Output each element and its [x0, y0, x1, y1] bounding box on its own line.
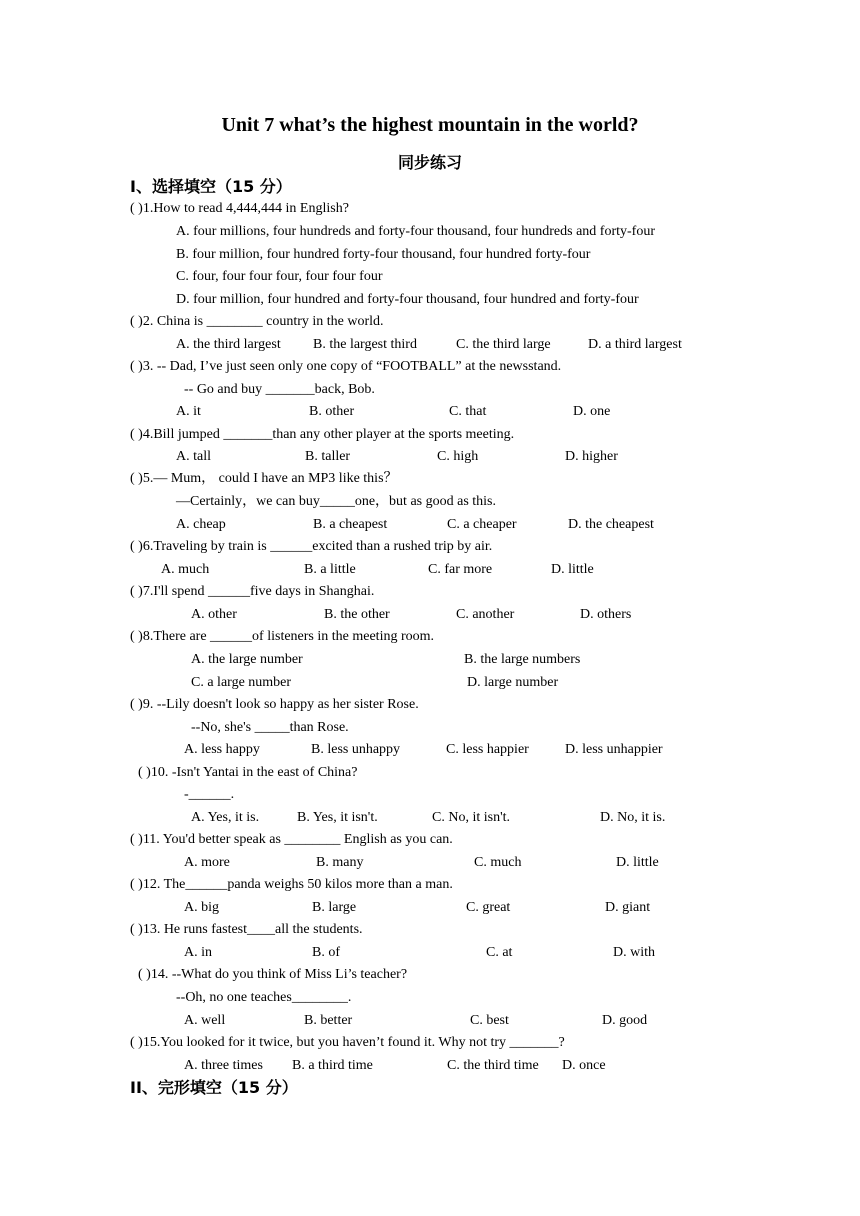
question-14-option-c: C. best — [470, 1013, 509, 1028]
question-9-option-d: D. less unhappier — [565, 742, 663, 757]
question-1-option-a: A. four millions, four hundreds and forty-four thousand, four hundreds and forty-four — [176, 224, 656, 239]
question-3-stem: ( )3. -- Dad, I’ve just seen only one copy of “FOOTBALL” at the newsstand. — [130, 359, 562, 374]
question-6-option-a: A. much — [161, 562, 210, 577]
question-9-option-c: C. less happier — [446, 742, 529, 757]
question-14-option-b: B. better — [304, 1013, 353, 1028]
question-13-stem: ( )13. He runs fastest____all the students. — [130, 922, 363, 937]
question-6-option-b: B. a little — [304, 562, 356, 577]
question-4-stem: ( )4.Bill jumped _______than any other player at the sports meeting. — [130, 427, 515, 442]
question-5-stem-reply: —Certainly，we can buy_____one，but as good as this. — [176, 494, 497, 509]
question-7-stem: ( )7.I'll spend ______five days in Shanghai. — [130, 584, 375, 599]
question-5-option-a: A. cheap — [176, 517, 226, 532]
question-14-stem-reply: --Oh, no one teaches________. — [176, 990, 352, 1005]
question-8-option-a: A. the large number — [191, 652, 303, 667]
question-9-option-a: A. less happy — [184, 742, 260, 757]
question-8-option-c: C. a large number — [191, 675, 292, 690]
question-13-option-b: B. of — [312, 945, 340, 960]
question-4-option-c: C. high — [437, 449, 479, 464]
question-8-option-b: B. the large numbers — [464, 652, 581, 667]
question-9-stem-reply: --No, she's _____than Rose. — [191, 720, 349, 735]
question-9-option-b: B. less unhappy — [311, 742, 401, 757]
question-10-stem-reply: -______. — [184, 787, 235, 802]
section-heading-2: II、完形填空（15 分） — [130, 1078, 298, 1097]
section-heading-1: I、选择填空（15 分） — [130, 177, 292, 196]
question-2-stem: ( )2. China is ________ country in the world. — [130, 314, 384, 329]
question-7-option-b: B. the other — [324, 607, 390, 622]
question-4-option-d: D. higher — [565, 449, 618, 464]
question-14-stem: ( )14. --What do you think of Miss Li’s teacher? — [138, 967, 408, 982]
question-12-option-b: B. large — [312, 900, 357, 915]
question-2-option-a: A. the third largest — [176, 337, 281, 352]
question-9-stem: ( )9. --Lily doesn't look so happy as her sister Rose. — [130, 697, 419, 712]
question-3-stem-reply: -- Go and buy _______back, Bob. — [184, 382, 375, 397]
question-4-option-a: A. tall — [176, 449, 211, 464]
question-15-option-b: B. a third time — [292, 1058, 373, 1073]
question-12-option-c: C. great — [466, 900, 511, 915]
question-3-option-a: A. it — [176, 404, 201, 419]
question-11-option-c: C. much — [474, 855, 522, 870]
question-13-option-d: D. with — [613, 945, 655, 960]
question-3-option-b: B. other — [309, 404, 355, 419]
question-3-option-d: D. one — [573, 404, 611, 419]
question-14-option-a: A. well — [184, 1013, 226, 1028]
page-title: Unit 7 what’s the highest mountain in the world? — [221, 114, 639, 136]
question-10-option-a: A. Yes, it is. — [191, 810, 260, 825]
question-6-option-c: C. far more — [428, 562, 493, 577]
question-5-option-b: B. a cheapest — [313, 517, 388, 532]
question-13-option-a: A. in — [184, 945, 212, 960]
question-15-option-a: A. three times — [184, 1058, 263, 1073]
question-12-option-d: D. giant — [605, 900, 651, 915]
question-11-stem: ( )11. You'd better speak as ________ English as you can. — [130, 832, 453, 847]
question-8-stem: ( )8.There are ______of listeners in the meeting room. — [130, 629, 435, 644]
question-1-option-c: C. four, four four four, four four four — [176, 269, 383, 284]
question-11-option-a: A. more — [184, 855, 230, 870]
question-15-option-c: C. the third time — [447, 1058, 539, 1073]
question-4-option-b: B. taller — [305, 449, 351, 464]
question-5-option-c: C. a cheaper — [447, 517, 517, 532]
question-5-stem: ( )5.— Mum， could I have an MP3 like this？ — [130, 471, 398, 486]
question-2-option-c: C. the third large — [456, 337, 551, 352]
question-1-option-b: B. four million, four hundred forty-four thousand, four hundred forty-four — [176, 247, 591, 262]
question-10-option-b: B. Yes, it isn't. — [297, 810, 378, 825]
question-10-option-d: D. No, it is. — [600, 810, 666, 825]
question-12-option-a: A. big — [184, 900, 219, 915]
question-10-stem: ( )10. -Isn't Yantai in the east of China? — [138, 765, 358, 780]
question-13-option-c: C. at — [486, 945, 513, 960]
question-14-option-d: D. good — [602, 1013, 648, 1028]
question-2-option-d: D. a third largest — [588, 337, 682, 352]
question-6-option-d: D. little — [551, 562, 594, 577]
question-1-option-d: D. four million, four hundred and forty-four thousand, four hundred and forty-four — [176, 292, 639, 307]
question-7-option-d: D. others — [580, 607, 632, 622]
question-10-option-c: C. No, it isn't. — [432, 810, 510, 825]
question-11-option-b: B. many — [316, 855, 364, 870]
question-7-option-a: A. other — [191, 607, 237, 622]
question-15-stem: ( )15.You looked for it twice, but you haven’t found it. Why not try _______? — [130, 1035, 565, 1050]
question-7-option-c: C. another — [456, 607, 515, 622]
question-3-option-c: C. that — [449, 404, 487, 419]
question-8-option-d: D. large number — [467, 675, 559, 690]
page-subtitle: 同步练习 — [397, 153, 462, 172]
question-15-option-d: D. once — [562, 1058, 606, 1073]
question-6-stem: ( )6.Traveling by train is ______excited than a rushed trip by air. — [130, 539, 493, 554]
question-12-stem: ( )12. The______panda weighs 50 kilos more than a man. — [130, 877, 453, 892]
question-2-option-b: B. the largest third — [313, 337, 417, 352]
question-11-option-d: D. little — [616, 855, 659, 870]
question-1-stem: ( )1.How to read 4,444,444 in English? — [130, 201, 349, 216]
question-5-option-d: D. the cheapest — [568, 517, 654, 532]
